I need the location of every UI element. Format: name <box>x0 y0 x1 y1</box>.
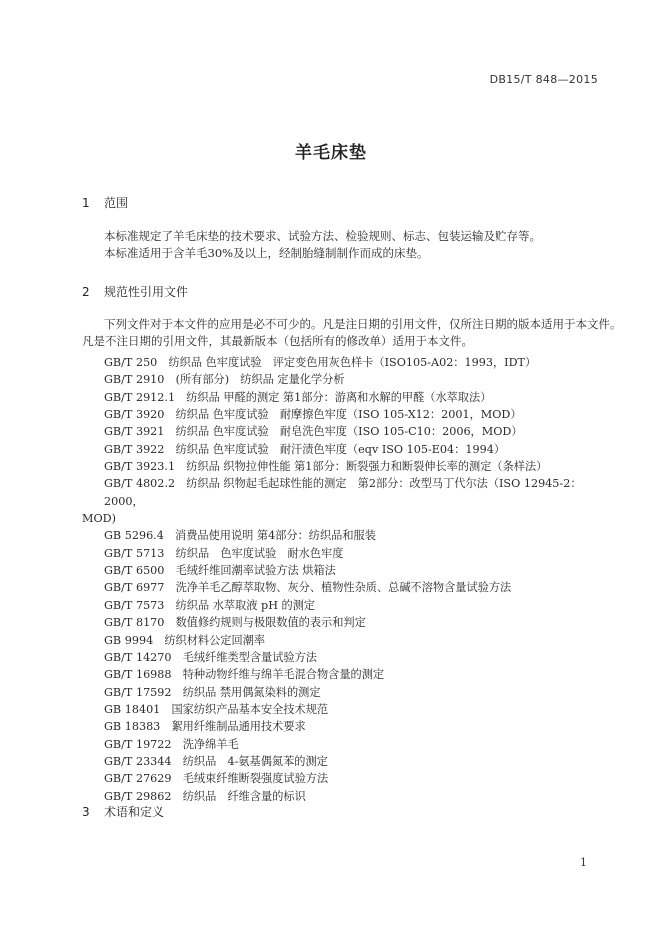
section-1-heading <box>82 194 128 211</box>
reference-item: GB/T 2912.1 纺织品 甲醛的测定 第1部分：游离和水解的甲醛（水萃取法） <box>104 390 492 404</box>
paragraph: 本标准规定了羊毛床垫的技术要求、试验方法、检验规则、标志、包装运输及贮存等。 <box>104 229 541 243</box>
section-number: 3 <box>82 805 90 819</box>
section-number: 1 <box>82 196 90 210</box>
reference-item: GB/T 2910 (所有部分) 纺织品 定量化学分析 <box>104 373 345 387</box>
section-1-body <box>82 228 602 262</box>
section-3-heading <box>82 803 164 820</box>
reference-item: GB/T 6500 毛绒纤维回潮率试验方法 烘箱法 <box>104 564 336 578</box>
section-title: 范围 <box>104 196 129 210</box>
document-code: DB15/T 848—2015 <box>489 73 598 86</box>
reference-item: GB/T 27629 毛绒束纤维断裂强度试验方法 <box>104 772 329 786</box>
reference-item: GB/T 8170 数值修约规则与极限数值的表示和判定 <box>104 616 366 630</box>
section-2-heading <box>82 283 188 300</box>
reference-item: GB/T 6977 洗净羊毛乙醇萃取物、灰分、植物性杂质、总碱不溶物含量试验方法 <box>104 581 512 595</box>
reference-item: GB 9994 纺织材料公定回潮率 <box>104 633 266 647</box>
paragraph-line: 凡是不注日期的引用文件，其最新版本（包括所有的修改单）适用于本文件。 <box>82 334 473 348</box>
section-2-intro <box>82 316 622 350</box>
reference-text: GB/T 4802.2 纺织品 织物起毛起球性能的测定 第2部分：改型马丁代尔法（ISO 12945-2：2000， <box>104 477 582 508</box>
section-title: 规范性引用文件 <box>104 285 189 299</box>
reference-item: GB/T 3922 纺织品 色牢度试验 耐汗渍色牢度（eqv ISO 105-E04：1994） <box>104 442 506 456</box>
reference-continuation: MOD) <box>82 512 116 526</box>
reference-item: GB/T 5713 纺织品 色牢度试验 耐水色牢度 <box>104 546 344 560</box>
section-number: 2 <box>82 285 90 299</box>
reference-item: GB/T 7573 纺织品 水萃取液 pH 的测定 <box>104 598 316 612</box>
paragraph: 本标准适用于含羊毛30%及以上，经制胎缝制制作而成的床垫。 <box>104 246 429 260</box>
reference-item: GB/T 29862 纺织品 纤维含量的标识 <box>104 789 306 803</box>
reference-item: GB 18383 絮用纤维制品通用技术要求 <box>104 720 306 734</box>
reference-item: GB/T 3921 纺织品 色牢度试验 耐皂洗色牢度（ISO 105-C10：2006，MOD） <box>104 425 523 439</box>
page-title: 羊毛床垫 <box>295 143 367 163</box>
reference-item: GB/T 19722 洗净绵羊毛 <box>104 737 239 751</box>
reference-item <box>82 475 602 527</box>
paragraph-line: 下列文件对于本文件的应用是必不可少的。凡是注日期的引用文件，仅所注日期的版本适用于本文件。 <box>104 317 622 331</box>
reference-item: GB/T 250 纺织品 色牢度试验 评定变色用灰色样卡（ISO105-A02：1993，IDT） <box>104 356 537 369</box>
reference-item: GB/T 3923.1 纺织品 织物拉伸性能 第1部分：断裂强力和断裂伸长率的测定（条样法） <box>104 460 548 474</box>
reference-item: GB/T 23344 纺织品 4-氨基偶氮苯的测定 <box>104 754 328 768</box>
normative-references-list <box>82 354 602 805</box>
page-number: 1 <box>580 856 587 869</box>
reference-item: GB 5296.4 消费品使用说明 第4部分：纺织品和服装 <box>104 529 376 543</box>
section-title: 术语和定义 <box>104 805 165 819</box>
reference-item: GB/T 3920 纺织品 色牢度试验 耐摩擦色牢度（ISO 105-X12：2001，MOD） <box>104 408 522 422</box>
reference-item: GB/T 16988 特种动物纤维与绵羊毛混合物含量的测定 <box>104 668 385 682</box>
reference-item: GB 18401 国家纺织产品基本安全技术规范 <box>104 702 329 716</box>
reference-item: GB/T 14270 毛绒纤维类型含量试验方法 <box>104 650 317 664</box>
reference-item: GB/T 17592 纺织品 禁用偶氮染料的测定 <box>104 685 321 699</box>
